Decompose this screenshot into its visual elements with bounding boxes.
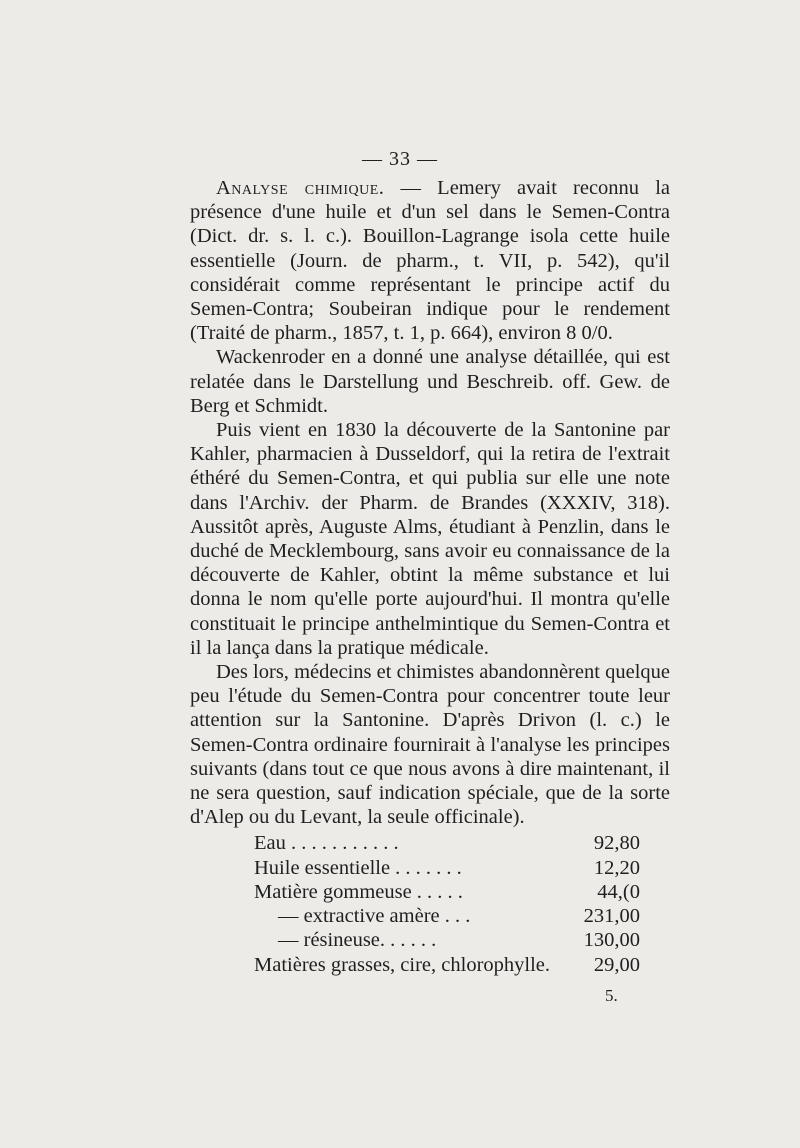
row-value: 29,00: [593, 953, 640, 976]
table-row: [190, 953, 670, 977]
row-label: — extractive amère . . .: [278, 905, 471, 928]
row-value: 231,00: [583, 905, 640, 928]
paragraph-santonine: Puis vient en 1830 la découverte de la Santonine par Kahler, pharmacien à Dusseldorf, qui la retira de l'extrait éthéré du Semen-Contra, et qui publia sur elle une note dans l'Archiv. der Pharm. de Brandes (XXXIV, 318). Aussitôt après, Auguste Alms, étudiant à Penzlin, dans le duché de Mecklembourg, sans avoir eu connaissance de la découverte de Kahler, obtint la même substance et lui donna le nom qu'elle porte aujourd'hui. Il montra qu'elle constituait le principe anthelmintique du Semen-Contra et il la lança dans la pratique médicale.: [190, 419, 670, 659]
row-label: Huile essentielle . . . . . . .: [254, 856, 462, 879]
table-row: [190, 904, 670, 928]
row-value: 12,20: [593, 856, 640, 879]
table-row: [190, 928, 670, 952]
paragraph-wackenroder: Wackenroder en a donné une analyse détaillée, qui est relatée dans le Darstellung und Beschreib. off. Gew. de Berg et Schmidt.: [190, 346, 670, 417]
row-value: 44,(0: [597, 880, 640, 903]
table-row: [190, 831, 670, 855]
row-label: Eau . . . . . . . . . . .: [254, 832, 399, 855]
signature-mark: 5.: [605, 986, 618, 1005]
row-value: 130,00: [583, 929, 640, 952]
section-heading: Analyse chimique.: [216, 177, 385, 199]
table-row: [190, 856, 670, 880]
row-label: Matières grasses, cire, chlorophylle.: [254, 953, 551, 976]
composition-table: [190, 831, 670, 976]
paragraph-drivon: Des lors, médecins et chimistes abandonnèrent quelque peu l'étude du Semen-Contra pour concentrer toute leur attention sur la Santonine. D'après Drivon (l. c.) le Semen-Contra ordinaire fournirait à l'analyse les principes suivants (dans tout ce que nous avons à dire maintenant, il ne sera question, sauf indication spéciale, que de la sorte d'Alep ou du Levant, la seule officinale).: [190, 661, 670, 829]
table-row: [190, 880, 670, 904]
row-value: 92,80: [593, 832, 640, 855]
row-label: — résineuse. . . . . .: [278, 929, 437, 952]
page-number: — 33 —: [362, 148, 438, 170]
body-text: [190, 176, 670, 977]
paragraph-analyse-text: — Lemery avait reconnu la présence d'une huile et d'un sel dans le Semen-Contra (Dict. dr. s. l. c.). Bouillon-Lagrange isola cette huile essentielle (Journ. de pharm., t. VII, p. 542), qu'il considérait comme représentant le principe actif du Semen-Contra; Soubeiran indique pour le rendement (Traité de pharm., 1857, t. 1, p. 664), environ 8 0/0.: [190, 177, 670, 345]
row-label: Matière gommeuse . . . . .: [254, 880, 463, 903]
paragraph-analyse: [190, 176, 670, 345]
